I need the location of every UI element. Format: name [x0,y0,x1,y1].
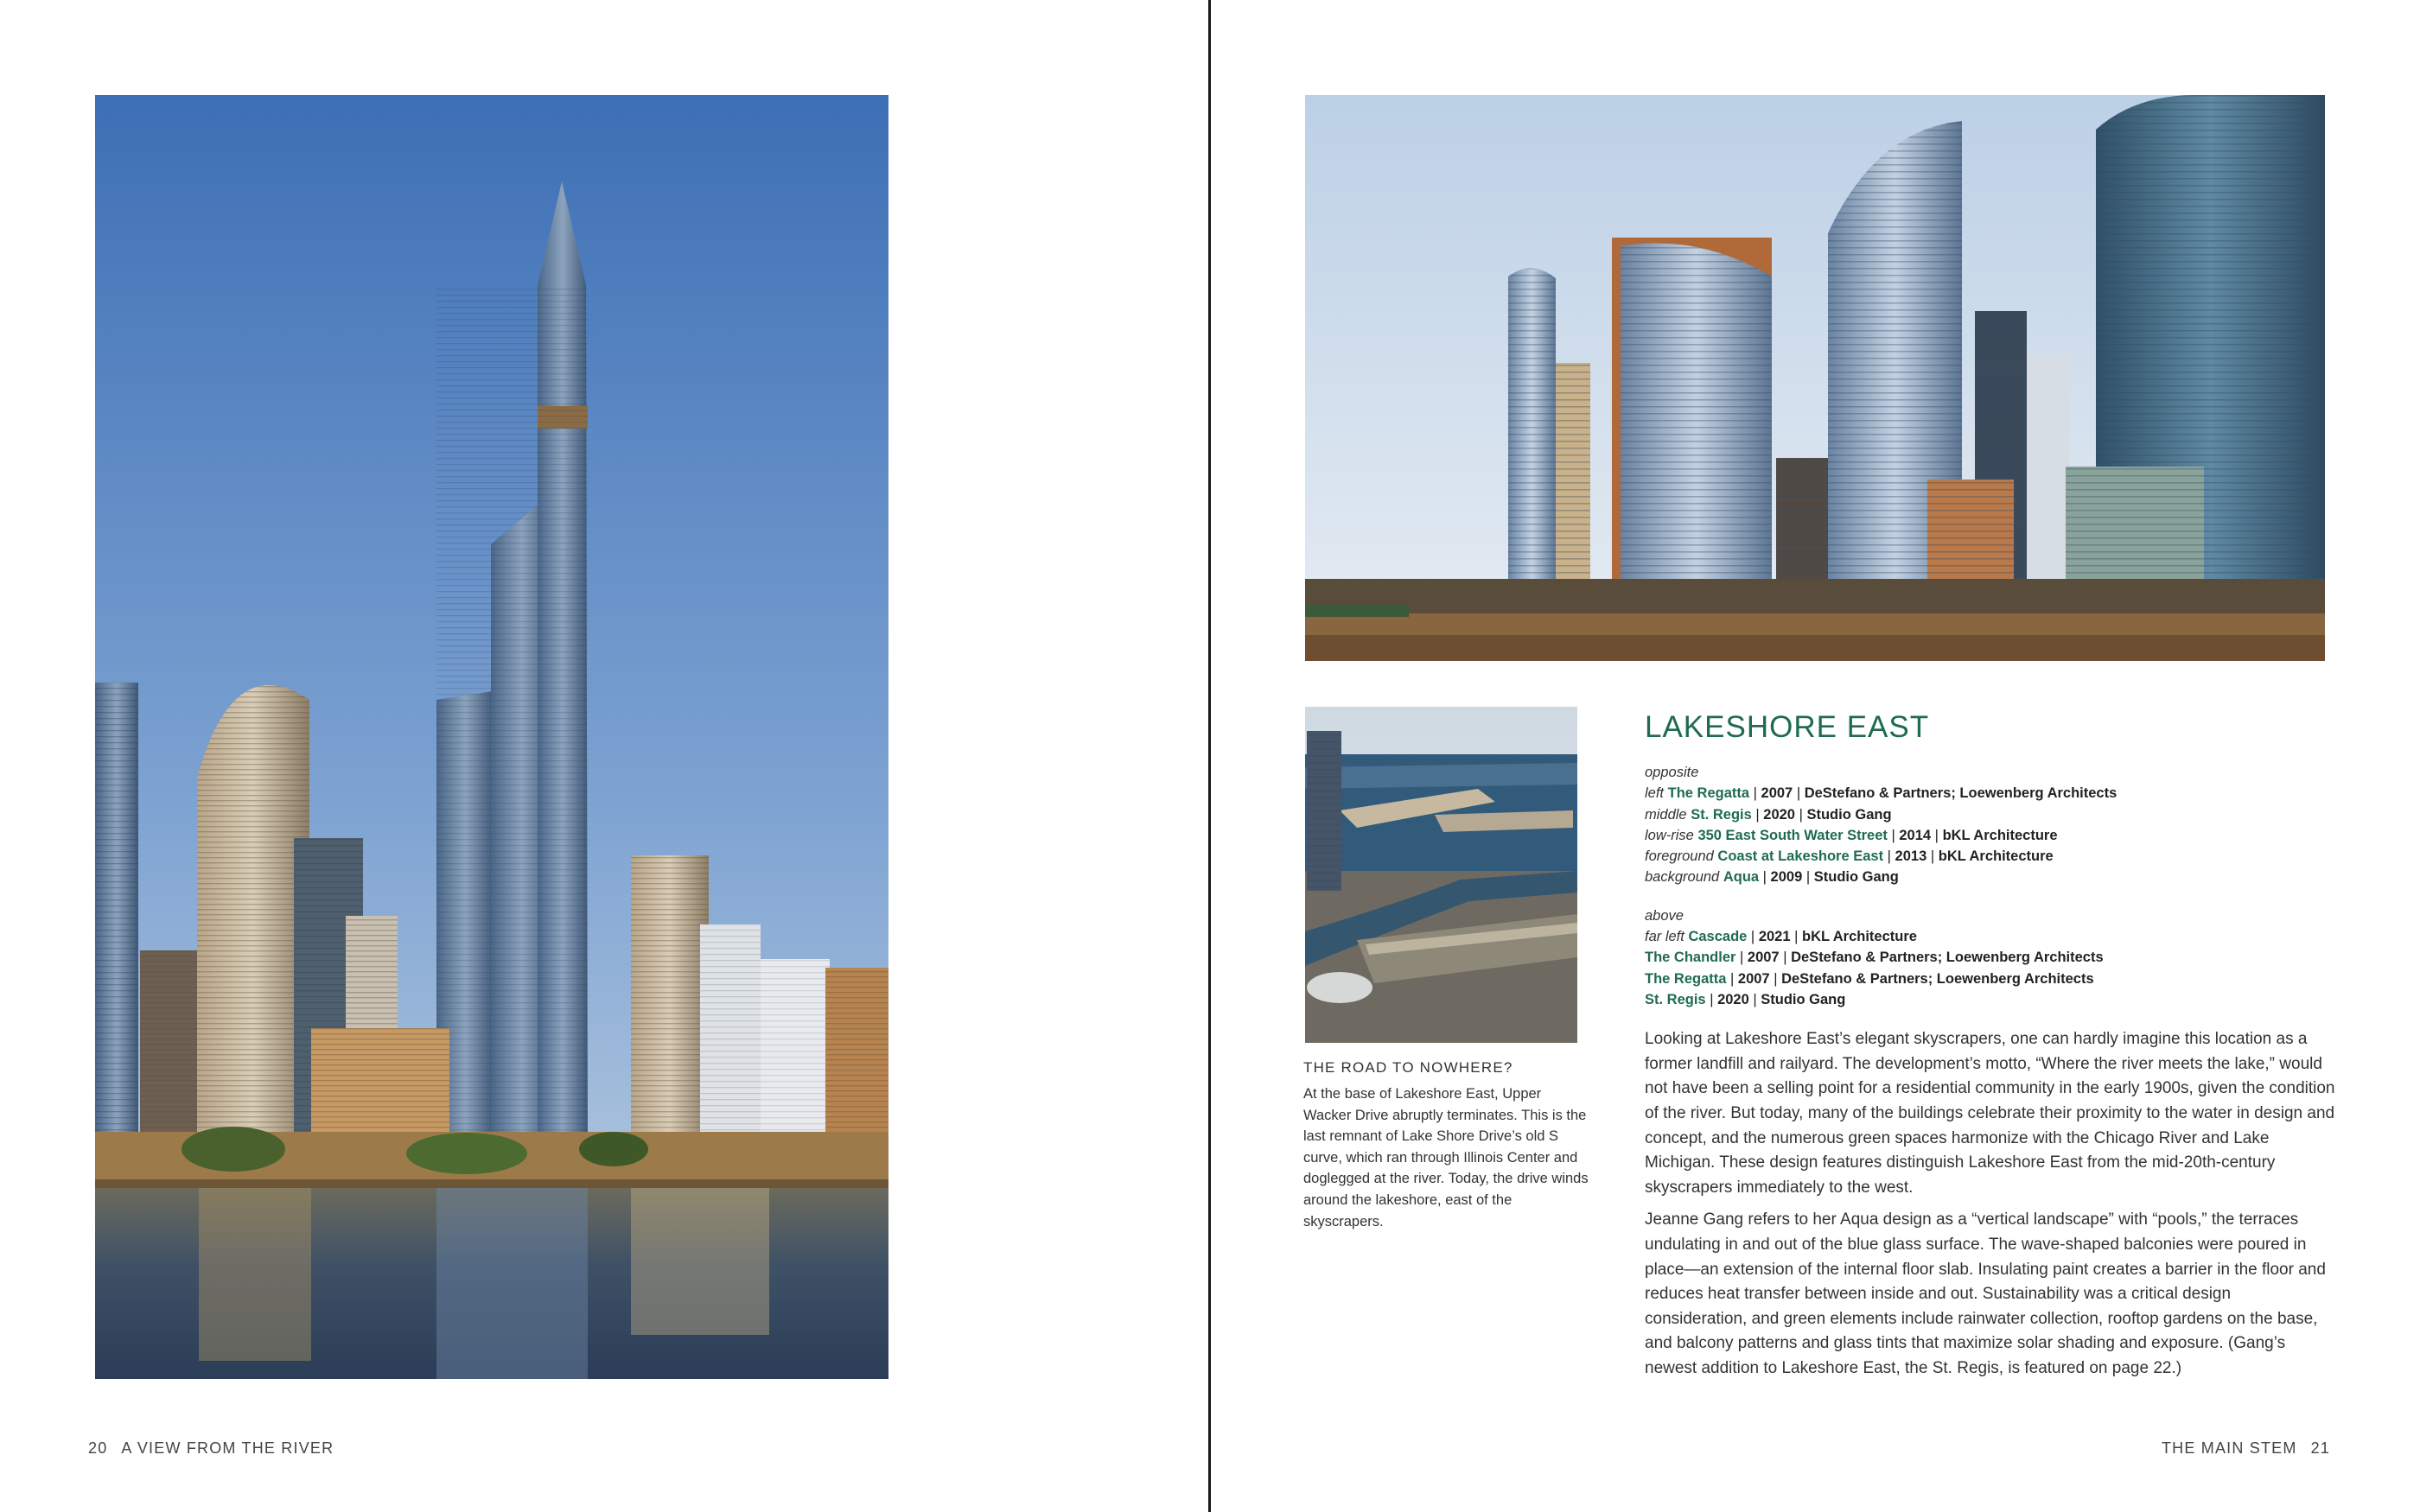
book-spine [1208,0,1211,1512]
credit-position: low-rise [1645,827,1694,843]
credit-year: 2014 [1899,827,1932,843]
lakeshore-east-towers-photo [1305,95,2325,661]
credit-architect: bKL Architecture [1802,929,1917,945]
page-number: 20 [88,1439,108,1457]
credit-line: background Aqua | 2009 | Studio Gang [1645,869,1899,886]
credit-building: The Regatta [1645,970,1727,987]
credit-line: middle St. Regis | 2020 | Studio Gang [1645,806,1892,823]
running-title: THE MAIN STEM [2161,1439,2297,1457]
folio-left [74,1439,334,1458]
credit-year: 2007 [1737,970,1770,987]
credit-year: 2020 [1763,806,1795,823]
credit-building: St. Regis [1691,806,1752,823]
credits-opposite [1645,762,2336,888]
credit-architect: DeStefano & Partners; Loewenberg Architects [1781,970,2094,987]
section-title: LAKESHORE EAST [1645,710,1930,744]
credit-line: St. Regis | 2020 | Studio Gang [1645,991,1846,1007]
credit-architect: bKL Architecture [1938,848,2054,865]
credit-position: far left [1645,929,1684,945]
credit-building: Coast at Lakeshore East [1717,848,1884,865]
credits-above [1645,905,2336,1010]
credit-line: low-rise 350 East South Water Street | 2014 | bKL Architecture [1645,827,2058,843]
credit-position: foreground [1645,848,1714,865]
aerial-photo-upper-wacker [1305,707,1577,1043]
text-column [1645,710,2336,1389]
credit-building: 350 East South Water Street [1697,827,1888,843]
credit-architect: DeStefano & Partners; Loewenberg Architects [1804,785,2118,802]
running-title: A VIEW FROM THE RIVER [121,1439,334,1457]
credit-building: The Regatta [1667,785,1750,802]
body-paragraph: Looking at Lakeshore East’s elegant skyscrapers, one can hardly imagine this location as a former landfill and railyard. The development’s motto, “Where the river meets the lake,” would not have been a selling point for a residential community in the early 1900s, given the condition of the river. But today, many of the buildings celebrate their proximity to the water in design and concept, and the numerous green spaces harmonize with the Chicago River and Lake Michigan. These design features distinguish Lakeshore East from the mid-20th-century skyscrapers immediately to the west. [1645,1030,2335,1197]
credit-heading: opposite [1645,765,1699,780]
credit-building: Cascade [1688,929,1748,945]
credit-building: Aqua [1723,869,1760,886]
credit-year: 2013 [1895,848,1927,865]
credit-line: left The Regatta | 2007 | DeStefano & Partners; Loewenberg Architects [1645,785,2118,802]
credit-line: The Chandler | 2007 | DeStefano & Partners; Loewenberg Architects [1645,950,2104,966]
credit-year: 2007 [1761,785,1793,802]
page-number: 21 [2310,1439,2330,1457]
credit-building: St. Regis [1645,991,1706,1007]
credit-position: middle [1645,806,1687,823]
credit-position: background [1645,869,1720,886]
credit-line: foreground Coast at Lakeshore East | 2013 | bKL Architecture [1645,848,2054,865]
credit-architect: DeStefano & Partners; Loewenberg Architects [1791,950,2104,966]
sidebar-text: At the base of Lakeshore East, Upper Wacker Drive abruptly terminates. This is the last remnant of Lake Shore Drive’s old S curve, which ran through Illinois Center and doglegged at the river. Today, the drive winds around the lakeshore, east of the skyscrapers. [1303,1086,1589,1229]
credit-architect: Studio Gang [1813,869,1899,886]
credit-year: 2021 [1758,929,1791,945]
credit-architect: Studio Gang [1761,991,1846,1007]
credit-heading: above [1645,907,1684,924]
credit-year: 2020 [1717,991,1749,1007]
credit-building: The Chandler [1645,950,1736,966]
sidebar-title: THE ROAD TO NOWHERE? [1303,1059,1513,1076]
folio-right [2162,1439,2344,1458]
credit-position: left [1645,785,1665,802]
body-paragraph: Jeanne Gang refers to her Aqua design as a “vertical landscape” with “pools,” the terraces undulating in and out of the blue glass surface. The wave-shaped balconies were poured in place—an extension of the internal floor slab. Insulating paint creates a barrier in the floor and reduces heat transfer between inside and out. Sustainability was a critical design consideration, and green elements include rainwater collection, rooftop gardens on the base, and balcony patterns and glass tints that maximize solar shading and exposure. (Gang’s newest addition to Lakeshore East, the St. Regis, is featured on page 22.) [1645,1210,2326,1377]
credit-year: 2007 [1747,950,1780,966]
credit-year: 2009 [1770,869,1803,886]
sidebar-caption [1303,1059,1589,1232]
credit-line: The Regatta | 2007 | DeStefano & Partners; Loewenberg Architects [1645,970,2094,987]
skyline-photo-st-regis [95,95,888,1379]
credit-architect: bKL Architecture [1942,827,2058,843]
credit-architect: Studio Gang [1806,806,1892,823]
credit-line: far left Cascade | 2021 | bKL Architecture [1645,929,1917,945]
